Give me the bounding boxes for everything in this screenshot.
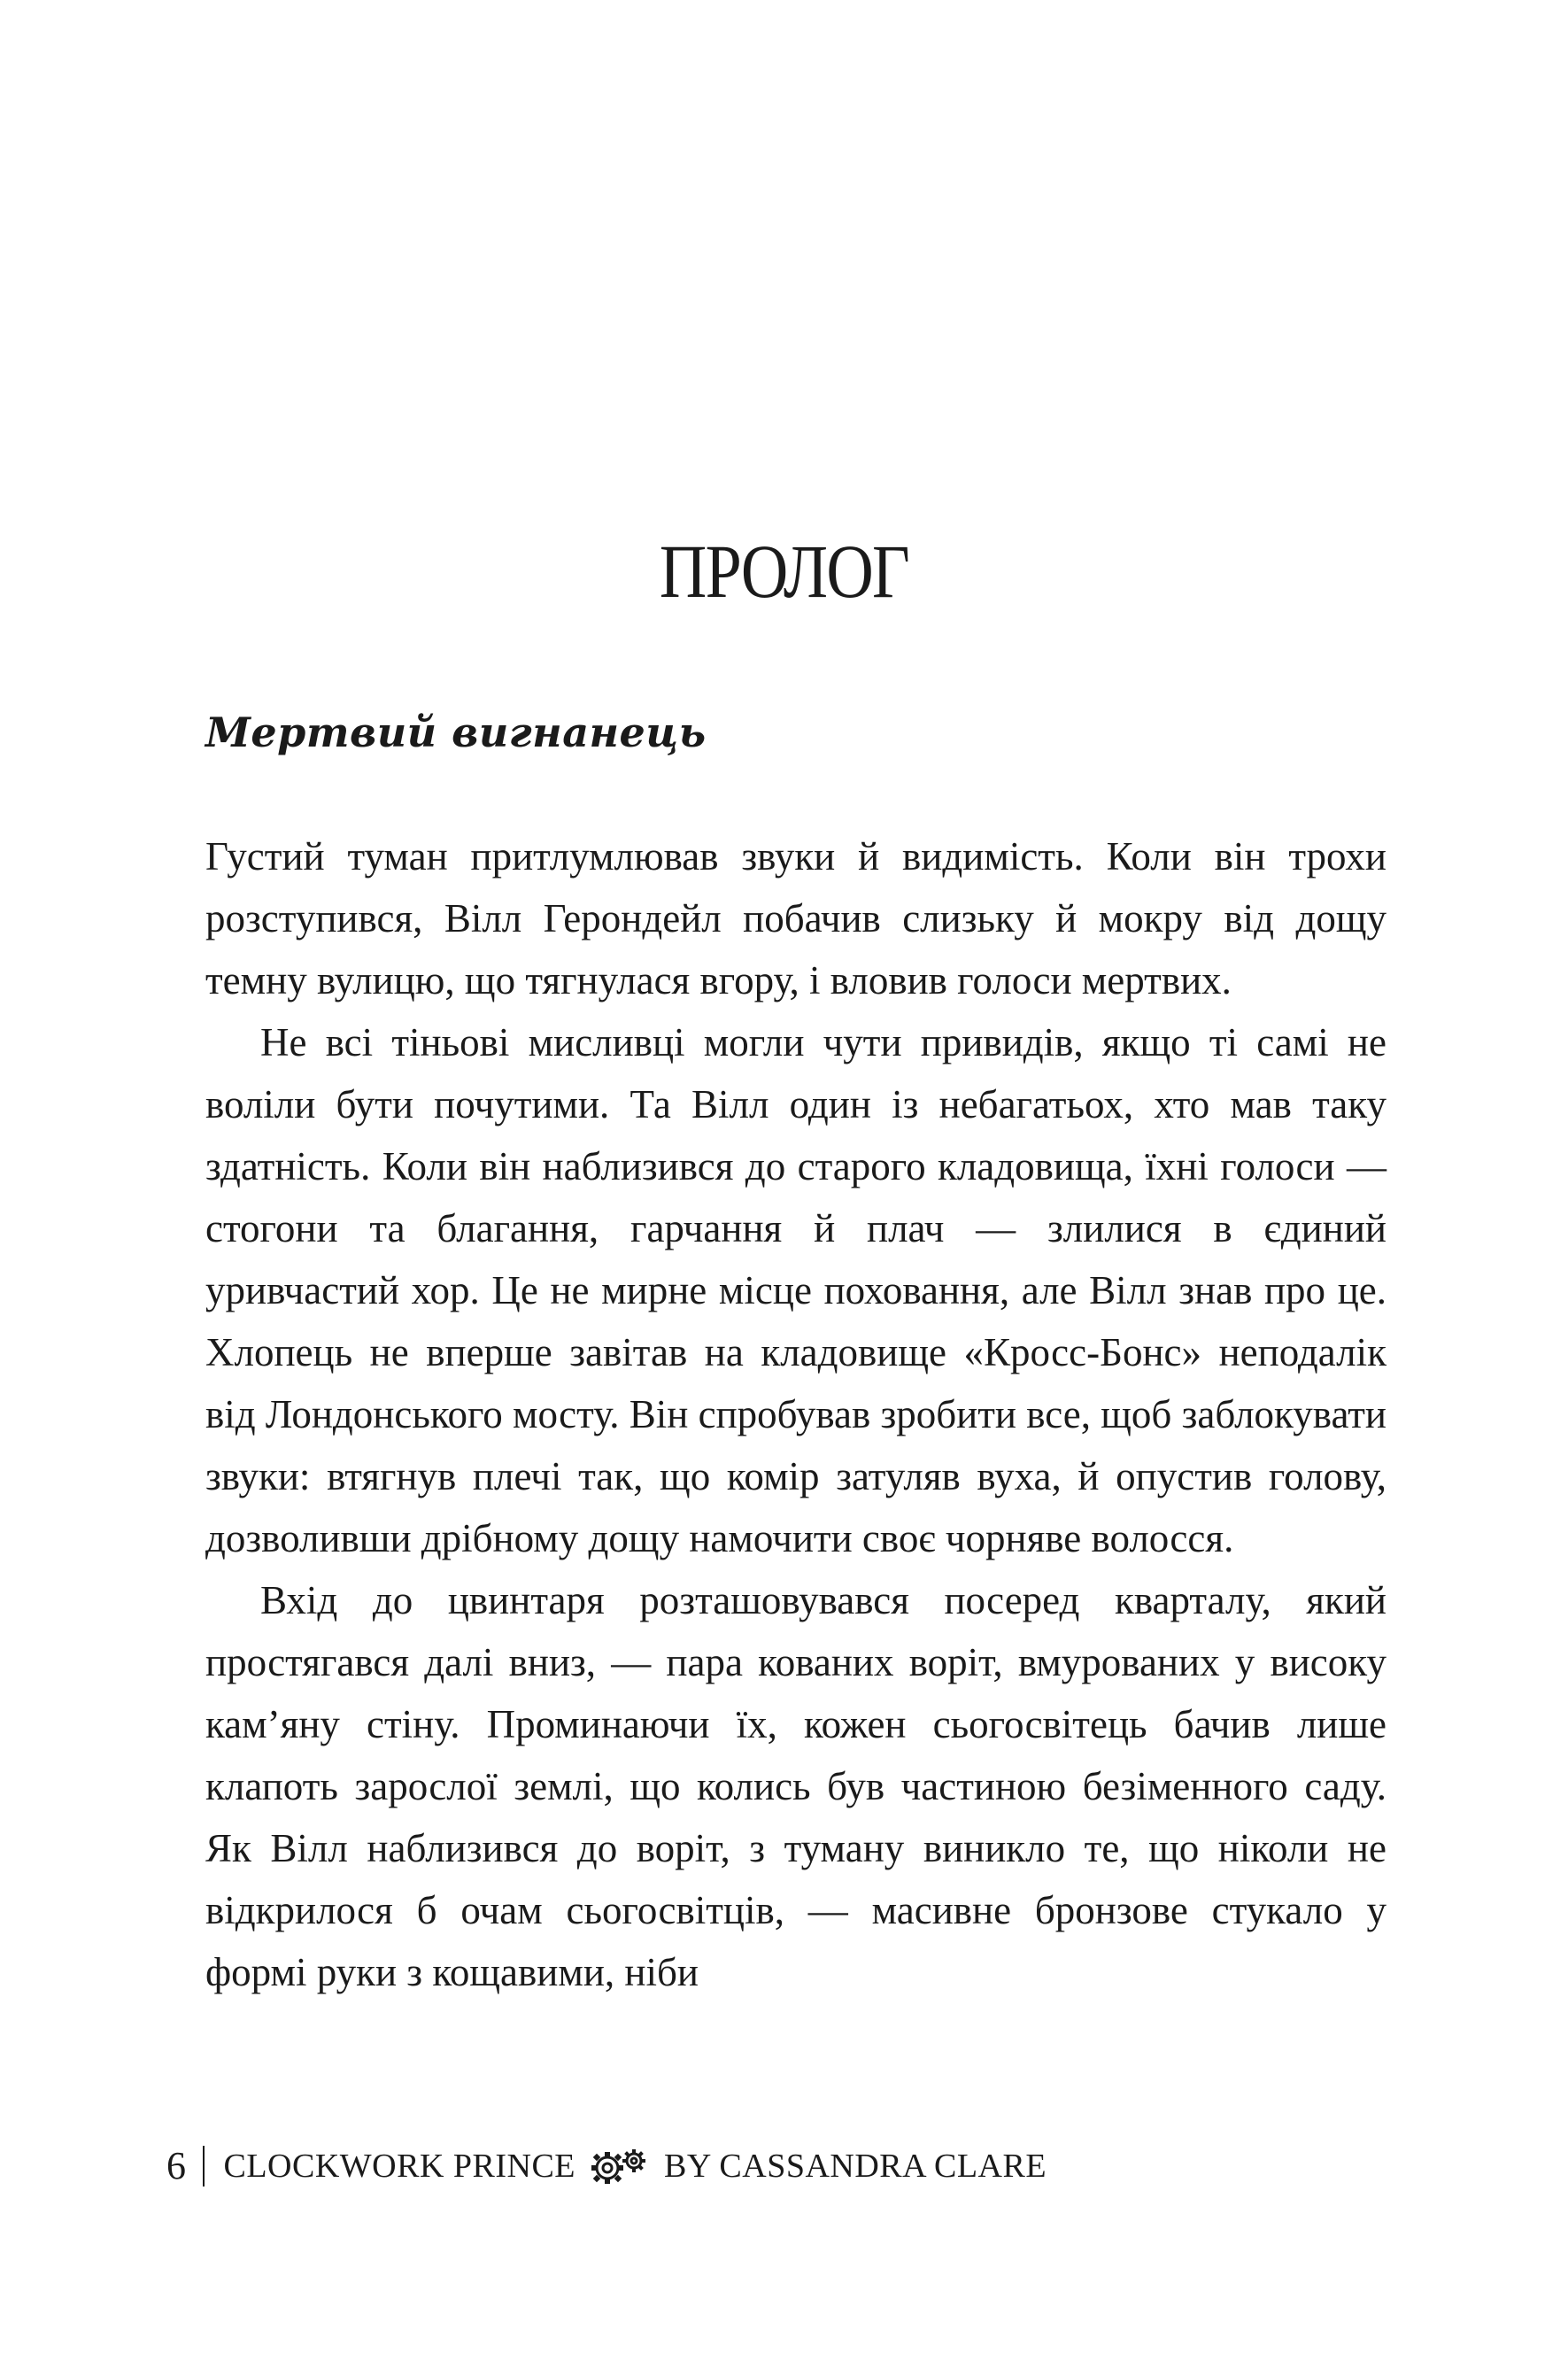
paragraph: Вхід до цвинтаря розташовувався посеред кварталу, який простягався далі вниз, — пара кованих воріт, вмурованих у високу кам’яну стіну. Проминаючи їх, кожен сьогосвітець бачив лише клапоть зарослої землі, що колись був частиною безіменного саду. Як Вілл наблизився до воріт, з туману виникло те, що ніколи не відкрилося б очам сьогосвітців, — масивне бронзове стукало у формі руки з кощавими, ніби: [205, 1578, 1386, 1994]
paragraph: Не всі тіньові мисливці могли чути привидів, якщо ті самі не воліли бути почутими. Та Вілл один із небагатьох, хто мав таку здатність. Коли він наблизився до старого кладовища, їхні голоси — стогони та благання, гарчання й плач — злилися в єдиний уривчастий хор. Це не мирне місце поховання, але Вілл знав про це. Хлопець не вперше завітав на кладовище «Кросс-Бонс» неподалік від Лондонського мосту. Він спробував зробити все, щоб заблокувати звуки: втягнув плечі так, що комір затуляв вуха, й опустив голову, дозволивши дрібному дощу намочити своє чорняве волосся.: [205, 1020, 1386, 1560]
page-number: 6: [166, 2144, 187, 2187]
book-author: BY CASSANDRA CLARE: [664, 2147, 1047, 2185]
gears-icon: [586, 2147, 653, 2186]
book-title: CLOCKWORK PRINCE: [223, 2147, 576, 2185]
footer-divider: [203, 2146, 205, 2187]
chapter-title: ПРОЛОГ: [659, 529, 909, 614]
body-text: [205, 825, 1386, 2003]
running-footer: [166, 2143, 1047, 2188]
paragraph: Густий туман притлумлював звуки й видимість. Коли він трохи розступився, Вілл Герондейл побачив слизьку й мокру від дощу темну вулицю, що тягнулася вгору, і вловив голоси мертвих.: [205, 834, 1386, 1002]
chapter-subtitle: Мертвий вигнанець: [205, 708, 707, 756]
